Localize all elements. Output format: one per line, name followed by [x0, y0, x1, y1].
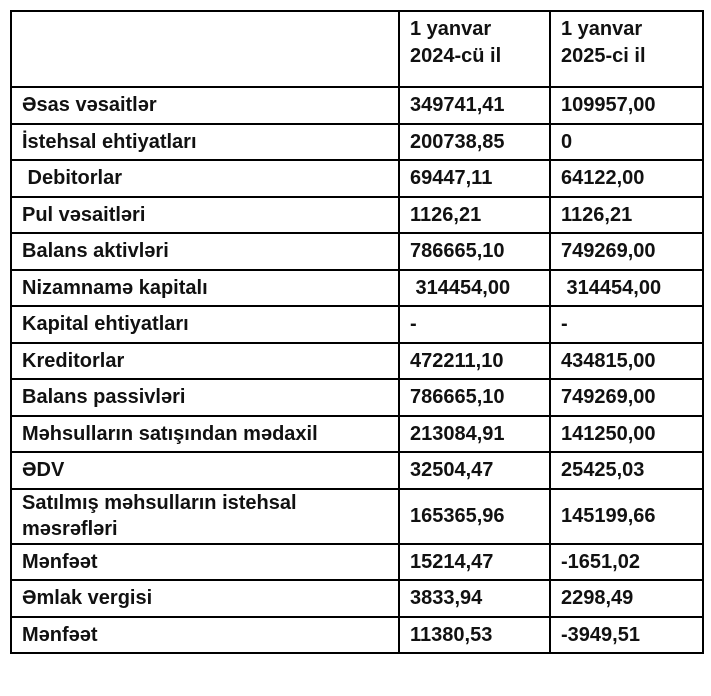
row-label: Satılmış məhsulların istehsal məsrəfləri: [11, 489, 399, 544]
value-2025: -1651,02: [550, 544, 703, 581]
value-2024: 786665,10: [399, 379, 550, 416]
value-2024: 69447,11: [399, 160, 550, 197]
table-row: [11, 87, 703, 124]
value-2025: 2298,49: [550, 580, 703, 617]
table-row: [11, 617, 703, 654]
header-empty-cell: [11, 11, 399, 87]
row-label: Mənfəət: [11, 544, 399, 581]
value-2025: 109957,00: [550, 87, 703, 124]
header-2024-line1: 1 yanvar: [410, 18, 492, 40]
financial-table: [10, 10, 704, 654]
table-row: [11, 489, 703, 544]
value-2024: 349741,41: [399, 87, 550, 124]
row-label: İstehsal ehtiyatları: [11, 124, 399, 161]
table-row: [11, 160, 703, 197]
value-2025: 145199,66: [550, 489, 703, 544]
header-2025-line1: 1 yanvar: [561, 18, 643, 40]
value-2024: 15214,47: [399, 544, 550, 581]
row-label: Pul vəsaitləri: [11, 197, 399, 234]
value-2025: 749269,00: [550, 379, 703, 416]
value-2025: -: [550, 306, 703, 343]
value-2025: 25425,03: [550, 452, 703, 489]
row-label: Nizamnamə kapitalı: [11, 270, 399, 307]
row-label: Kapital ehtiyatları: [11, 306, 399, 343]
value-2024: 786665,10: [399, 233, 550, 270]
header-2025: [550, 11, 703, 87]
value-2024: 1126,21: [399, 197, 550, 234]
row-label: Kreditorlar: [11, 343, 399, 380]
header-2024: [399, 11, 550, 87]
value-2024: 200738,85: [399, 124, 550, 161]
row-label: Debitorlar: [11, 160, 399, 197]
table-row: [11, 416, 703, 453]
table-row: [11, 452, 703, 489]
value-2024: 11380,53: [399, 617, 550, 654]
value-2025: -3949,51: [550, 617, 703, 654]
table-row: [11, 379, 703, 416]
value-2024: 32504,47: [399, 452, 550, 489]
row-label: Balans passivləri: [11, 379, 399, 416]
header-2024-line2: 2024-cü il: [410, 45, 502, 67]
value-2025: 434815,00: [550, 343, 703, 380]
row-label: Balans aktivləri: [11, 233, 399, 270]
table-row: [11, 306, 703, 343]
row-label: Əmlak vergisi: [11, 580, 399, 617]
value-2025: 314454,00: [550, 270, 703, 307]
value-2024: 314454,00: [399, 270, 550, 307]
header-2025-line2: 2025-ci il: [561, 45, 646, 67]
table-row: [11, 544, 703, 581]
table-row: [11, 197, 703, 234]
value-2025: 749269,00: [550, 233, 703, 270]
value-2024: 472211,10: [399, 343, 550, 380]
value-2024: 165365,96: [399, 489, 550, 544]
table-row: [11, 580, 703, 617]
value-2024: 213084,91: [399, 416, 550, 453]
table-row: [11, 124, 703, 161]
value-2025: 0: [550, 124, 703, 161]
table-row: [11, 343, 703, 380]
table-row: [11, 270, 703, 307]
row-label: Əsas vəsaitlər: [11, 87, 399, 124]
table-header-row: [11, 11, 703, 87]
value-2025: 1126,21: [550, 197, 703, 234]
value-2024: -: [399, 306, 550, 343]
row-label: ƏDV: [11, 452, 399, 489]
row-label: Məhsulların satışından mədaxil: [11, 416, 399, 453]
value-2025: 64122,00: [550, 160, 703, 197]
value-2025: 141250,00: [550, 416, 703, 453]
row-label: Mənfəət: [11, 617, 399, 654]
value-2024: 3833,94: [399, 580, 550, 617]
table-row: [11, 233, 703, 270]
